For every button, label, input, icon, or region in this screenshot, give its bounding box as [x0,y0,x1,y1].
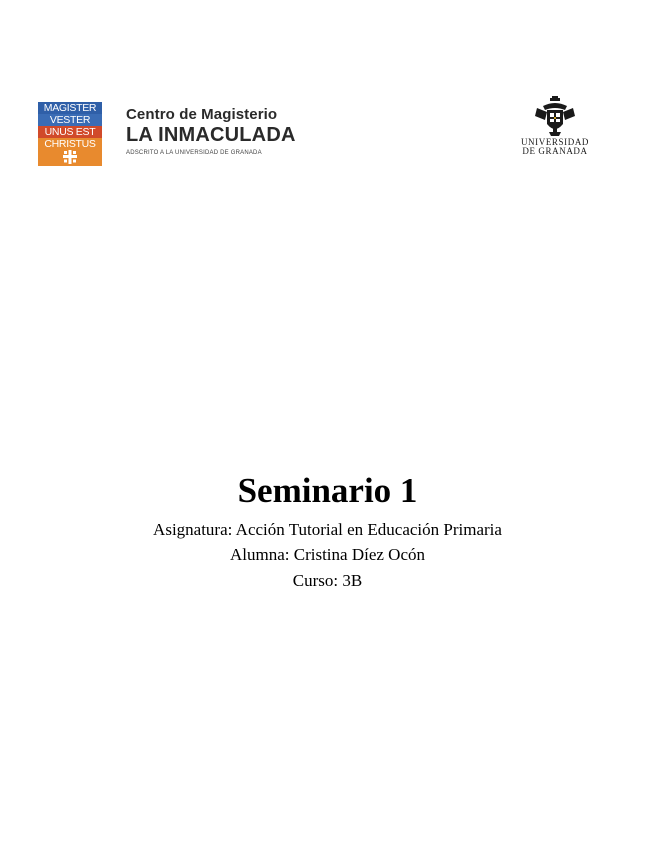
logo-square-text-3: UNUS EST [44,126,96,138]
ugr-line-1: UNIVERSIDAD [520,137,590,147]
ugr-line-2: DE GRANADA [522,146,588,156]
crest-icon [533,96,577,138]
course-line: Curso: 3B [292,571,363,590]
logo-name [126,106,296,157]
logo-square-text-2: VESTER [49,114,91,126]
logo-line-2: LA INMACULADA [126,124,296,146]
logo-square [38,102,102,166]
logo-square-text-1: MAGISTER [43,102,97,114]
cross-icon [62,150,78,164]
logo-square-text-4: CHRISTUS [44,138,96,150]
page-title: Seminario 1 [237,471,418,510]
student-line: Alumna: Cristina Díez Ocón [230,545,425,564]
universidad-granada-logo [513,96,597,168]
subject-line: Asignatura: Acción Tutorial en Educación Primaria [153,520,502,539]
logo-line-3: ADSCRITO A LA UNIVERSIDAD DE GRANADA [126,150,262,156]
logo-line-1: Centro de Magisterio [126,106,278,123]
centro-magisterio-logo [38,102,296,168]
